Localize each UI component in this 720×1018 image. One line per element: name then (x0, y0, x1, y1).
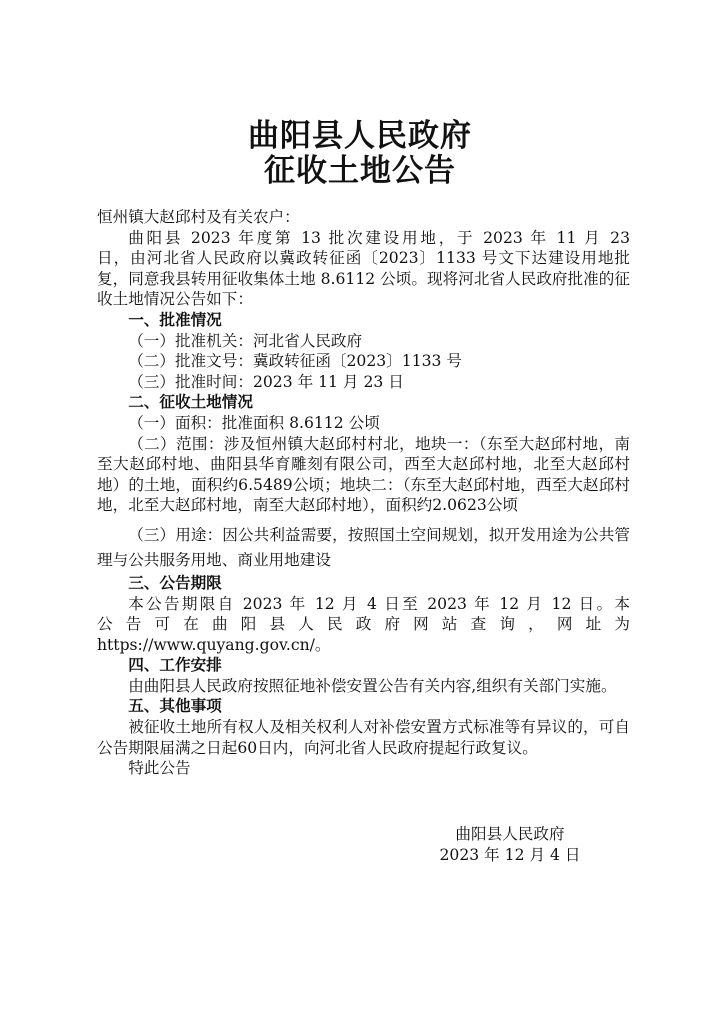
document-title: 曲阳县人民政府 (248, 118, 472, 154)
period-line-1: 本公告期限自 2023 年 12 月 4 日至 2023 年 12 月 12 日。本 (128, 594, 630, 613)
section-heading-land: 二、征收土地情况 (128, 393, 253, 412)
work-arrangement: 由曲阳县人民政府按照征地补偿安置公告有关内容,组织有关部门实施。 (128, 676, 617, 695)
approval-authority: （一）批准机关：河北省人民政府 (128, 331, 363, 350)
closing-text: 特此公告 (128, 759, 191, 778)
intro-line-1: 曲阳县 2023 年度第 13 批次建设用地，于 2023 年 11 月 23 (128, 228, 630, 247)
website-url: https://www.quyang.gov.cn/。 (97, 635, 331, 654)
section-heading-period: 三、公告期限 (128, 573, 222, 592)
document-subtitle: 征收土地公告 (264, 153, 456, 189)
salutation: 恒州镇大赵邱村及有关农户： (97, 208, 300, 226)
other-matters: 被征收土地所有权人及相关权利人对补偿安置方式标准等有异议的，可自公告期限届满之日起60日内，向河北省人民政府提起行政复议。 (97, 718, 630, 757)
signature-date: 2023 年 12 月 4 日 (439, 846, 581, 864)
intro-paragraph: 日，由河北省人民政府以冀政转征函〔2023〕1133 号文下达建设用地批复，同意我县转用征收集体土地 8.6112 公顷。现将河北省人民政府批准的征收土地情况公告如下： (97, 249, 630, 309)
signature-issuer: 曲阳县人民政府 (455, 825, 565, 843)
period-line-2: 公告可在曲阳县人民政府网站查询，网址为 (97, 615, 630, 634)
land-area: （一）面积：批准面积 8.6112 公顷 (128, 413, 380, 432)
land-scope: （二）范围：涉及恒州镇大赵邱村村北，地块一：（东至大赵邱村地，南至大赵邱村地、曲阳县华育雕刻有限公司，西至大赵邱村地，北至大赵邱村地）的土地，面积约6.5489公顷；地块二：（东至大赵邱村地，西至大赵邱村地，北至大赵邱村地，南至大赵邱村地），面积约2.0623公顷 (97, 434, 630, 515)
approval-document-number: （二）批准文号：冀政转征函〔2023〕1133 号 (128, 352, 463, 371)
section-heading-approval: 一、批准情况 (128, 310, 222, 329)
section-heading-work: 四、工作安排 (128, 656, 222, 675)
approval-date: （三）批准时间：2023 年 11 月 23 日 (128, 372, 404, 391)
section-heading-other: 五、其他事项 (128, 697, 222, 716)
document-body (97, 207, 630, 779)
land-use: （三）用途：因公共利益需要，按照国土空间规划，拟开发用途为公共管理与公共服务用地、商业用地建设 (97, 525, 630, 569)
